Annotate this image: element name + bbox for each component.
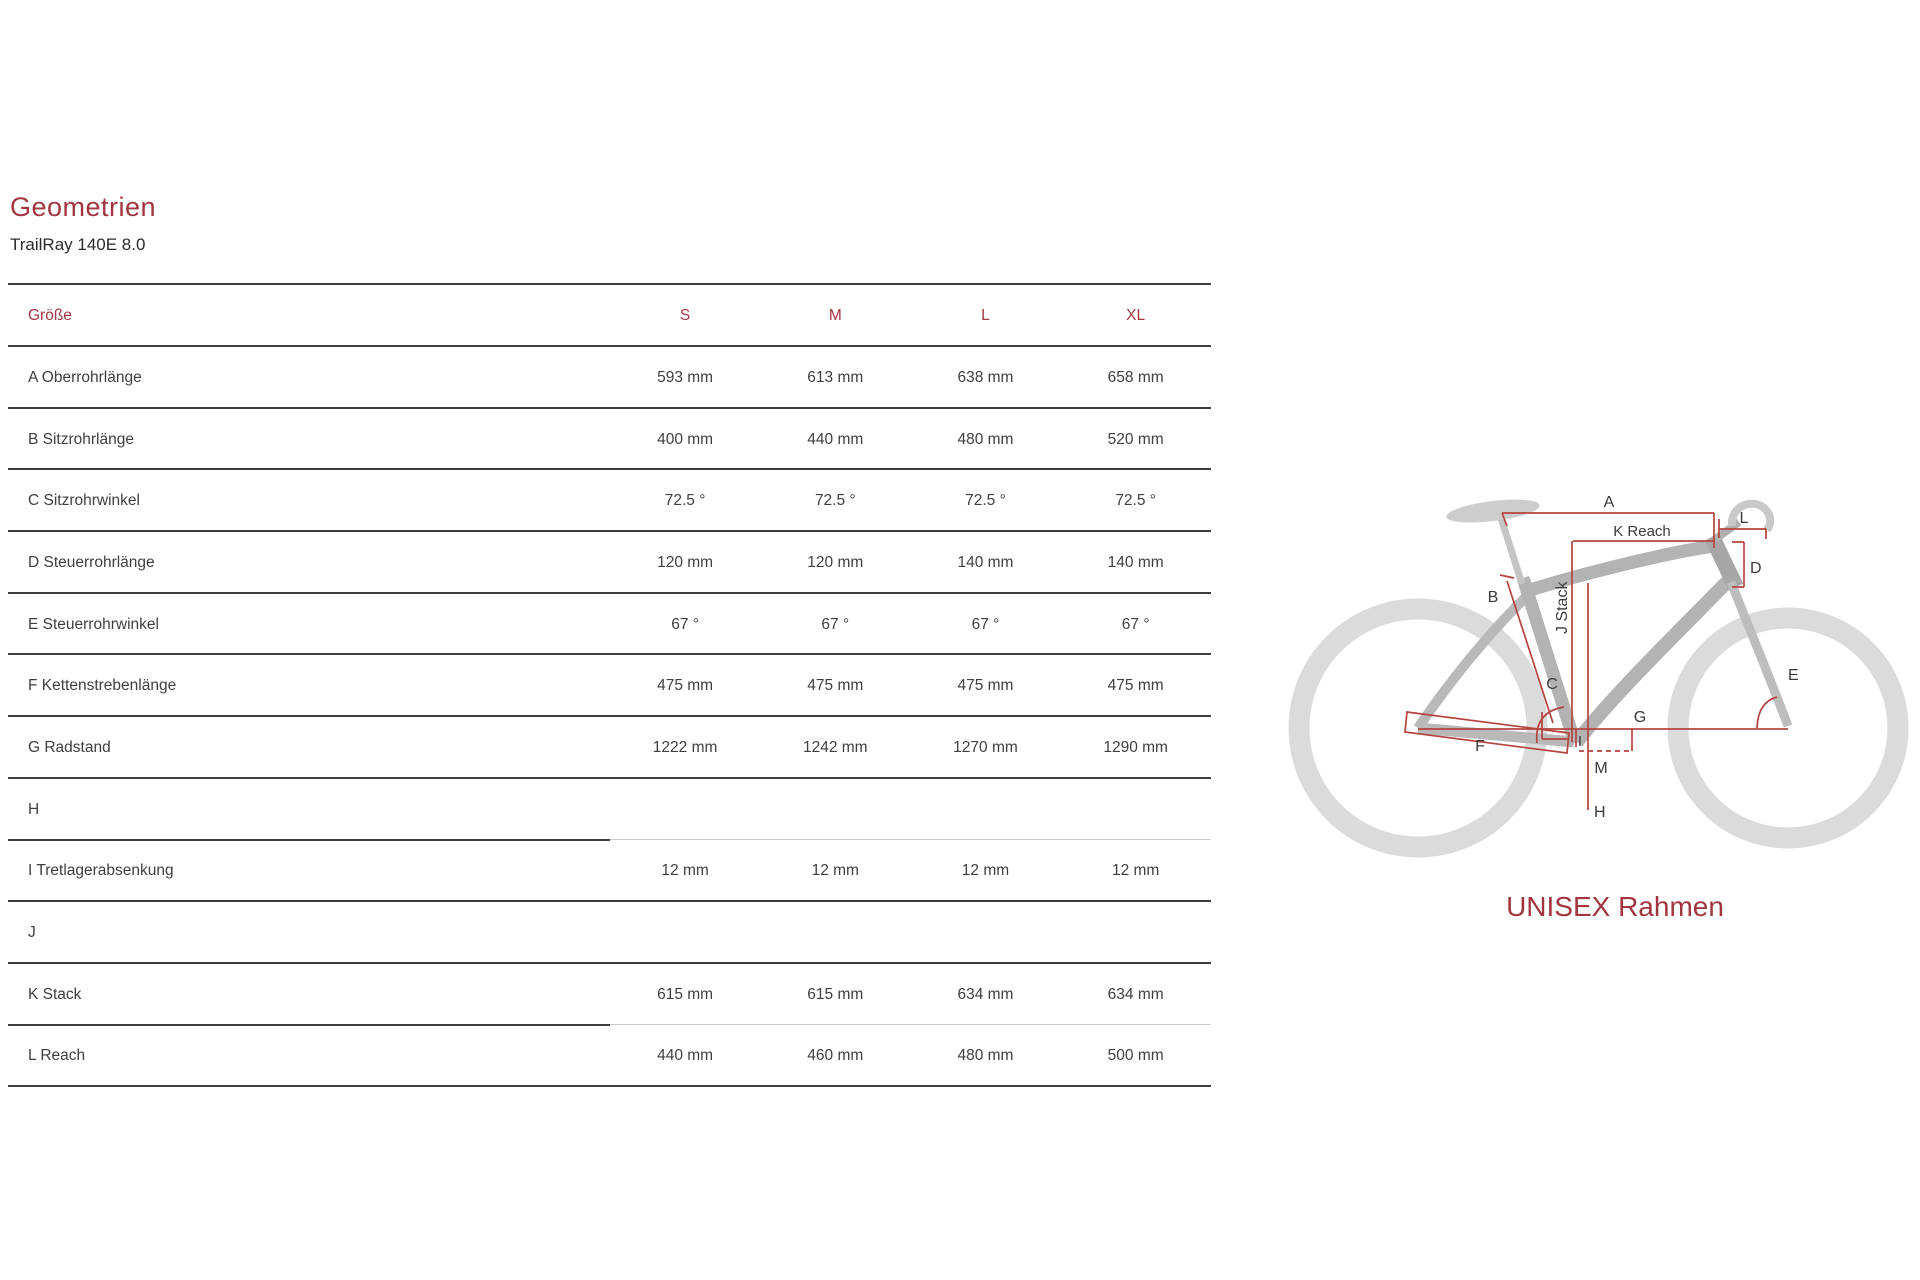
diagram-caption: UNISEX Rahmen <box>1506 891 1724 922</box>
row-value-col4: 475 mm <box>1107 677 1164 695</box>
row-value-col4: 72.5 ° <box>1115 492 1156 510</box>
row-value-col3: 140 mm <box>957 553 1014 571</box>
row-value-col4: 658 mm <box>1107 368 1164 386</box>
table-row <box>8 964 1211 1026</box>
table-row <box>8 779 1211 841</box>
row-label: A Oberrohrlänge <box>28 368 142 386</box>
head-tube <box>1712 537 1736 587</box>
bike-silhouette <box>1299 495 1898 847</box>
row-value-col2: 67 ° <box>821 615 850 633</box>
row-value-col2: 440 mm <box>807 430 864 448</box>
table-row <box>8 470 1211 532</box>
row-value-col3: 12 mm <box>961 862 1010 880</box>
row-value-col2: 613 mm <box>807 368 864 386</box>
row-value-col3: 638 mm <box>957 368 1014 386</box>
table-row <box>8 594 1211 656</box>
row-divider-light-segment <box>610 839 1211 840</box>
page-subtitle: TrailRay 140E 8.0 <box>10 235 146 254</box>
front-wheel <box>1678 618 1898 838</box>
row-value-col1: 593 mm <box>657 368 714 386</box>
row-label: D Steuerrohrlänge <box>28 553 155 571</box>
row-label: E Steuerrohrwinkel <box>28 615 159 633</box>
row-label: K Stack <box>28 985 82 1003</box>
row-value-col3: 72.5 ° <box>965 492 1006 510</box>
size-header-L: L <box>981 307 990 324</box>
row-label: B Sitzrohrlänge <box>28 430 134 448</box>
seatpost <box>1501 518 1522 584</box>
row-value-col4: 520 mm <box>1107 430 1164 448</box>
top-tube <box>1524 546 1714 592</box>
row-value-col2: 1242 mm <box>802 738 868 756</box>
table-row <box>8 717 1211 779</box>
size-header-M: M <box>828 307 842 324</box>
bike-geometry-diagram <box>1280 460 1920 940</box>
label-j-stack: J Stack <box>1554 581 1571 634</box>
table-row <box>8 532 1211 594</box>
measure-a-line <box>1502 513 1714 548</box>
table-row <box>8 347 1211 409</box>
row-divider-light-segment <box>610 1024 1211 1025</box>
row-value-col1: 1222 mm <box>652 738 718 756</box>
saddle <box>1445 495 1541 526</box>
row-value-col2: 120 mm <box>807 553 864 571</box>
row-label: C Sitzrohrwinkel <box>28 492 140 510</box>
table-header-row <box>8 285 1211 347</box>
label-l: L <box>1739 510 1749 527</box>
row-value-col2: 12 mm <box>811 862 859 880</box>
row-value-col2: 615 mm <box>807 985 864 1003</box>
label-g: G <box>1633 709 1647 726</box>
row-label: I Tretlagerabsenkung <box>28 862 174 880</box>
table-row <box>8 902 1211 964</box>
row-value-col1: 475 mm <box>657 677 714 695</box>
row-value-col1: 400 mm <box>657 430 714 448</box>
row-value-col2: 72.5 ° <box>814 492 856 510</box>
table-row <box>8 1026 1211 1088</box>
label-b: B <box>1487 589 1499 606</box>
row-label: L Reach <box>28 1047 86 1065</box>
label-i: I <box>1577 733 1583 750</box>
row-value-col3: 475 mm <box>957 677 1014 695</box>
row-value-col3: 1270 mm <box>953 738 1018 756</box>
row-value-col2: 460 mm <box>807 1047 864 1065</box>
row-value-col4: 67 ° <box>1121 615 1150 633</box>
row-value-col3: 67 ° <box>971 615 1000 633</box>
row-value-col3: 480 mm <box>957 1047 1014 1065</box>
row-value-col3: 480 mm <box>957 430 1014 448</box>
row-value-col1: 72.5 ° <box>664 492 706 510</box>
row-value-col1: 615 mm <box>657 985 714 1003</box>
table-row <box>8 841 1211 903</box>
label-c: C <box>1546 676 1558 693</box>
size-column-header: Größe <box>28 307 72 324</box>
label-m: M <box>1594 760 1608 777</box>
label-k-reach: K Reach <box>1613 523 1671 540</box>
row-value-col4: 634 mm <box>1107 985 1164 1003</box>
label-h: H <box>1594 804 1606 821</box>
row-value-col3: 634 mm <box>957 985 1014 1003</box>
label-d: D <box>1750 560 1762 577</box>
label-a: A <box>1603 494 1615 511</box>
row-value-col1: 120 mm <box>657 553 714 571</box>
table-row <box>8 409 1211 471</box>
row-value-col2: 475 mm <box>807 677 864 695</box>
table-row <box>8 655 1211 717</box>
row-label: G Radstand <box>28 738 111 756</box>
row-value-col4: 140 mm <box>1107 553 1164 571</box>
fork <box>1731 582 1788 726</box>
row-label: J <box>28 924 36 942</box>
row-value-col1: 67 ° <box>671 615 699 633</box>
row-value-col4: 500 mm <box>1107 1047 1164 1065</box>
page-title: Geometrien <box>10 192 157 222</box>
row-label: F Kettenstrebenlänge <box>28 677 177 695</box>
row-value-col1: 440 mm <box>657 1047 714 1065</box>
size-header-S: S <box>679 307 691 324</box>
geometry-table <box>8 283 1211 1087</box>
label-f: F <box>1475 738 1485 755</box>
row-value-col1: 12 mm <box>661 862 709 880</box>
label-e: E <box>1788 667 1799 684</box>
row-value-col4: 1290 mm <box>1103 738 1168 756</box>
row-value-col4: 12 mm <box>1111 862 1160 880</box>
row-divider <box>8 1085 1211 1087</box>
size-header-XL: XL <box>1126 307 1146 324</box>
row-label: H <box>28 800 40 818</box>
